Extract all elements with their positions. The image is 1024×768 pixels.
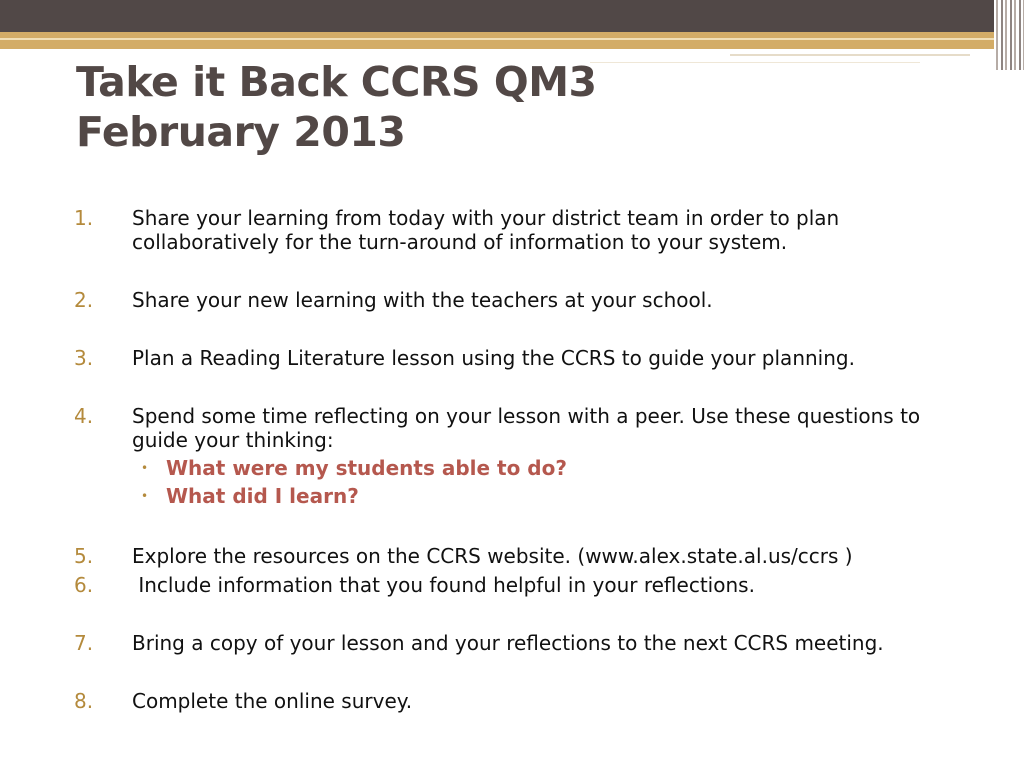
item-text: Plan a Reading Literature lesson using the CCRS to guide your planning. (132, 346, 855, 370)
sub-question-item (141, 482, 964, 510)
sub-question-text: What did I learn? (166, 484, 359, 508)
sub-question-text: What were my students able to do? (166, 456, 567, 480)
item-number: 1. (74, 206, 94, 230)
bullet-icon: • (141, 461, 149, 475)
title-line-2: February 2013 (76, 108, 406, 156)
item-number: 5. (74, 544, 94, 568)
sub-question-item (141, 454, 964, 482)
bullet-icon: • (141, 489, 149, 503)
header-band-highlight (0, 38, 1024, 40)
sub-question-list (132, 454, 964, 510)
list-item (74, 573, 964, 597)
header-band-dark (0, 0, 1024, 32)
item-text: Complete the online survey. (132, 689, 413, 713)
item-number: 7. (74, 631, 94, 655)
list-item (74, 631, 964, 655)
list-item (74, 206, 964, 254)
item-text: Explore the resources on the CCRS website. (www.alex.state.al.us/ccrs ) (132, 544, 853, 568)
corner-stripes (994, 0, 1024, 70)
list-item (74, 288, 964, 312)
item-text: Include information that you found helpful in your reflections. (132, 573, 755, 597)
item-text: Bring a copy of your lesson and your reflections to the next CCRS meeting. (132, 631, 884, 655)
item-number: 8. (74, 689, 94, 713)
list-item (74, 689, 964, 713)
header-band-gold (0, 32, 1024, 49)
item-text: Spend some time reflecting on your lesson with a peer. Use these questions to guide your thinking: (132, 404, 921, 452)
item-number: 6. (74, 573, 94, 597)
decorative-line (590, 62, 920, 63)
title-line-1: Take it Back CCRS QM3 (76, 58, 597, 106)
list-item (74, 346, 964, 370)
slide-title (76, 57, 597, 157)
item-text: Share your new learning with the teachers at your school. (132, 288, 713, 312)
item-number: 3. (74, 346, 94, 370)
item-number: 2. (74, 288, 94, 312)
item-text: Share your learning from today with your district team in order to plan collaboratively for the turn-around of information to your system. (132, 206, 840, 254)
item-number: 4. (74, 404, 94, 428)
decorative-line (730, 54, 970, 56)
list-item (74, 544, 964, 568)
list-item (74, 404, 964, 510)
numbered-list (74, 206, 964, 713)
